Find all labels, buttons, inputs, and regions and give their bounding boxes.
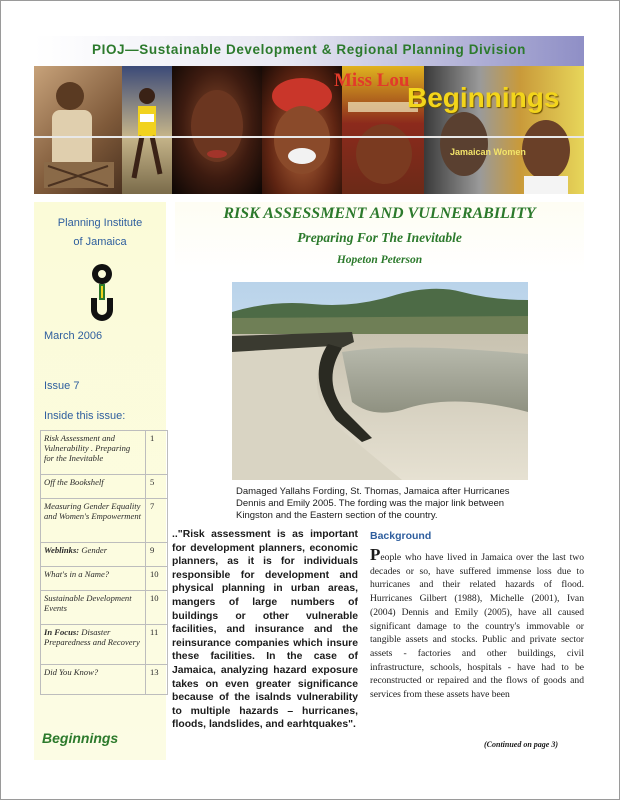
toc-title[interactable]: Sustainable Development Events (41, 591, 146, 625)
strip-subtitle: Jamaican Women (450, 147, 526, 157)
sidebar-footer-title: Beginnings (42, 730, 119, 746)
article-title-box (175, 202, 584, 274)
institute-line-1: Planning Institute (57, 217, 143, 229)
toc-page: 10 (146, 591, 168, 625)
newsletter-title: Beginnings (407, 82, 560, 113)
photo-athlete (122, 66, 172, 194)
toc-page: 5 (146, 475, 168, 499)
riverbed-photo (232, 282, 528, 480)
photo-woman-portrait (172, 66, 262, 194)
toc-title[interactable]: Risk Assessment and Vulnerability . Preparing for the Inevitable (41, 431, 146, 475)
toc-row[interactable] (41, 591, 168, 625)
pioj-logo-icon (87, 262, 117, 322)
book-cover-title: Miss Lou (334, 70, 410, 91)
dropcap: P (370, 545, 381, 564)
toc-page: 10 (146, 567, 168, 591)
background-body: eople who have lived in Jamaica over the last two decades or so, have suffered immense loss due to hurricanes and their related hazards of flood. Hurricanes Gilbert (1988), Michelle (2001), Ivan (2004) Dennis and Emily (2005), have all caused significant damage to the country's immovable or tangible assets and stocks. Public and private sector assets - factories and other buildings, civil infrastructure, schools, hospitals - have had to be reconstructed or repaired and the flows of goods and services from these assets have been (370, 552, 584, 701)
toc-page: 13 (146, 665, 168, 695)
article-title: RISK ASSESSMENT AND VULNERABILITY (223, 205, 536, 222)
strip-divider-line (34, 136, 584, 138)
background-text (370, 545, 584, 702)
sidebar (34, 202, 166, 760)
toc-row[interactable] (41, 567, 168, 591)
table-of-contents (40, 430, 168, 695)
toc-page: 1 (146, 431, 168, 475)
toc-title-bold: Weblinks: (44, 545, 80, 555)
toc-title-rest: Gender (79, 545, 108, 555)
photo-miss-lou (262, 66, 342, 194)
continued-link[interactable]: (Continued on page 3) (484, 740, 559, 749)
institute-line-2: of Jamaica (73, 236, 127, 248)
photo-woman-farming (34, 66, 122, 194)
issue-number: Issue 7 (44, 380, 80, 392)
toc-page: 11 (146, 625, 168, 665)
toc-title[interactable] (41, 543, 146, 567)
toc-title[interactable]: What's in a Name? (41, 567, 146, 591)
institute-name (34, 214, 166, 252)
toc-title[interactable]: Off the Bookshelf (41, 475, 146, 499)
background-heading: Background (370, 530, 432, 542)
article-author: Hopeton Peterson (336, 254, 423, 266)
toc-title[interactable]: Did You Know? (41, 665, 146, 695)
inside-label: Inside this issue: (44, 410, 126, 422)
issue-date: March 2006 (44, 330, 103, 342)
toc-row[interactable] (41, 625, 168, 665)
toc-row[interactable] (41, 665, 168, 695)
pull-quote: .."Risk assessment is as important for development planners, economic planners, as it is for individuals responsible for development and physical planning in urban areas, mangers of large numbers of buildings or other vulnerable facilities, and insurance and the reinsurance companies which insure these facilities. In the case of Jamaica, analyzing hazard exposure takes on even greater significance because of the isalnds vulnerability to multiple hazards – hurricanes, floods, landslides, and earhtquakes". (172, 529, 358, 731)
toc-title-rest: Disaster Preparedness and Recovery (44, 627, 140, 647)
toc-row[interactable] (41, 475, 168, 499)
toc-page: 9 (146, 543, 168, 567)
toc-title[interactable]: Measuring Gender Equality and Women's Empowerment (41, 499, 146, 543)
toc-page: 7 (146, 499, 168, 543)
division-title: PIOJ—Sustainable Development & Regional Planning Division (91, 42, 527, 57)
article-subtitle: Preparing For The Inevitable (297, 230, 462, 245)
toc-title-bold: In Focus: (44, 627, 80, 637)
photo-caption: Damaged Yallahs Fording, St. Thomas, Jamaica after Hurricanes Dennis and Emily 2005. The fording was the major link between Kingston and the Eastern section of the country. (236, 486, 510, 521)
toc-row[interactable] (41, 499, 168, 543)
toc-row[interactable] (41, 431, 168, 475)
toc-title[interactable] (41, 625, 146, 665)
toc-row[interactable] (41, 543, 168, 567)
